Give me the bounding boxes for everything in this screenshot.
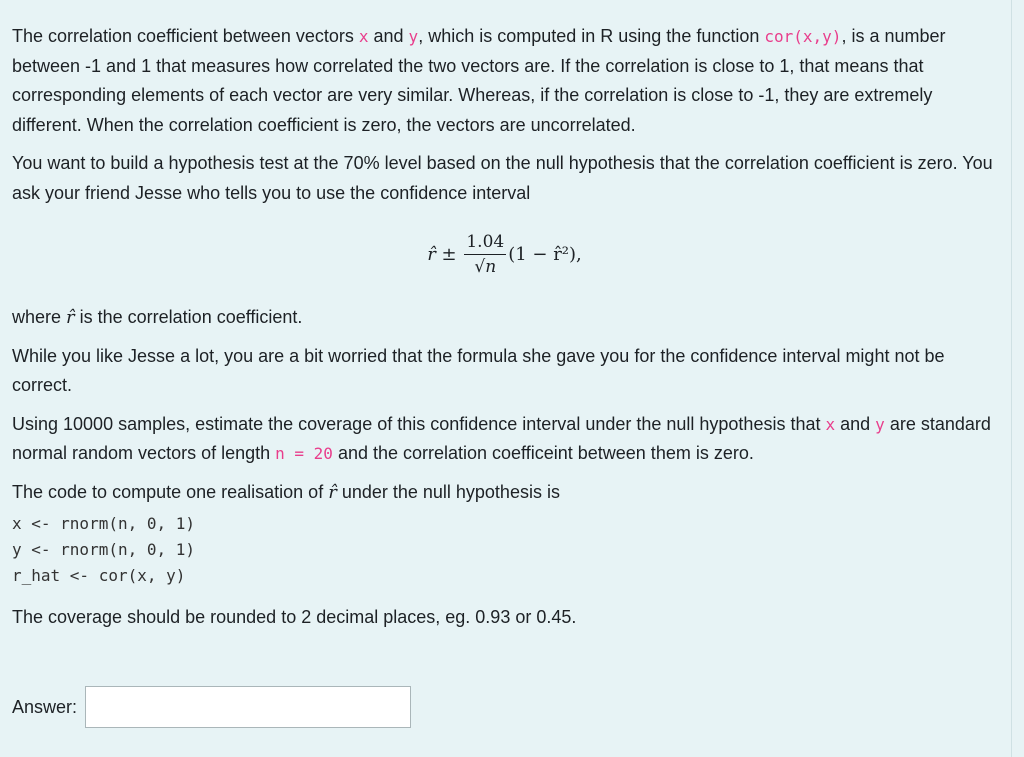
var-x: x — [358, 27, 369, 46]
rhat-symbol: r̂ — [66, 307, 75, 328]
paragraph-hypothesis: You want to build a hypothesis test at the 70% level based on the null hypothesis that the correlation coefficient is zero. You ask your friend Jesse who tells you to use the confidence interval — [12, 153, 993, 203]
paragraph-code-intro: The code to compute one realisation of r̂ under the null hypothesis is — [12, 481, 560, 503]
paragraph-rounding: The coverage should be rounded to 2 decimal places, eg. 0.93 or 0.45. — [12, 607, 577, 627]
formula-tail: (1 − r̂²), — [508, 244, 582, 266]
formula-rhat: r̂ — [427, 244, 436, 266]
formula-fraction — [464, 231, 506, 279]
answer-input[interactable] — [85, 686, 411, 728]
code-line: x <- rnorm(n, 0, 1) — [12, 514, 196, 533]
confidence-interval-formula — [12, 217, 997, 293]
formula-numerator: 1.04 — [464, 231, 506, 255]
answer-row — [12, 686, 411, 728]
var-x: x — [825, 414, 836, 434]
answer-label: Answer: — [12, 696, 78, 717]
var-n: n = 20 — [275, 444, 333, 463]
var-y: y — [875, 414, 885, 434]
paragraph-intro: The correlation coefficient between vectors x and y, which is computed in R using the function cor(x,y), is a number between -1 and 1 that measures how correlated the two vectors are. If the correlation is close to 1, that means that corresponding elements of each vector are very similar. Whereas, if the correlation is close to -1, they are extremely different. When the correlation coefficient is zero, the vectors are uncorrelated. — [12, 26, 946, 135]
question-text — [12, 22, 997, 642]
code-block — [12, 511, 997, 589]
paragraph-worry: While you like Jesse a lot, you are a bit worried that the formula she gave you for the confidence interval might not be correct. — [12, 345, 945, 395]
code-line: y <- rnorm(n, 0, 1) — [12, 540, 196, 559]
code-line: r_hat <- cor(x, y) — [12, 566, 186, 585]
var-y: y — [408, 27, 419, 46]
inline-code-cor: cor(x,y) — [764, 27, 842, 46]
paragraph-task: Using 10000 samples, estimate the coverage of this confidence interval under the null hypothesis that x and y are standard normal random vectors of length n = 20 and the correlation coefficeint between them is zero. — [12, 413, 991, 463]
paragraph-where: where r̂ is the correlation coefficient. — [12, 307, 303, 328]
rhat-symbol: r̂ — [328, 481, 337, 503]
formula-denominator: √n — [474, 257, 497, 277]
formula-pm: ± — [435, 244, 463, 266]
